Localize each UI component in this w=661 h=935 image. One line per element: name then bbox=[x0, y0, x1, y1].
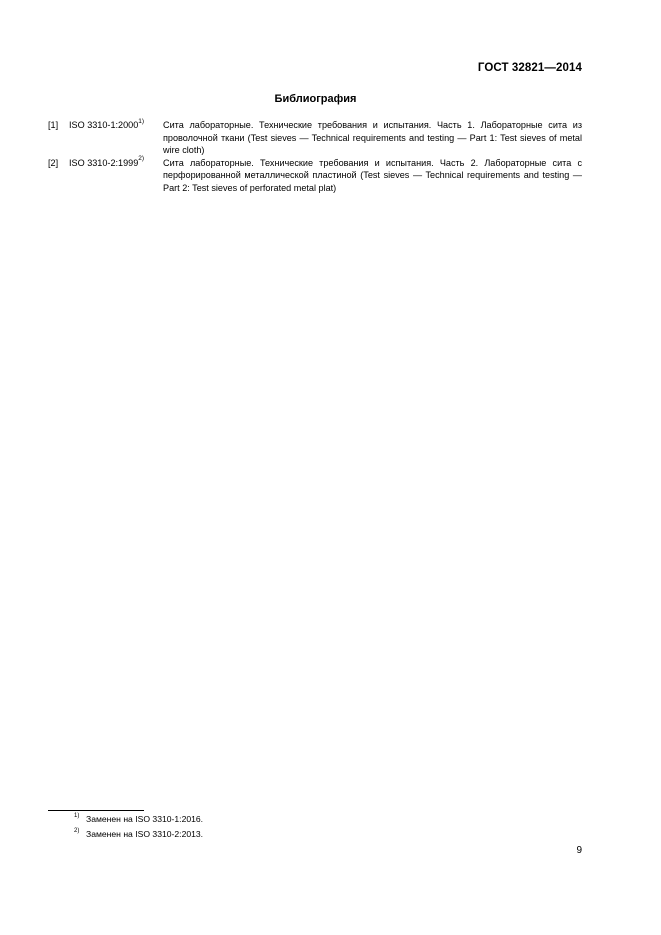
footnote-reference: 2) bbox=[138, 155, 145, 163]
footnote-reference: 1) bbox=[138, 117, 145, 125]
document-code: ГОСТ 32821—2014 bbox=[477, 62, 582, 74]
footnote-mark: 2) bbox=[74, 828, 80, 834]
standard-code: ISO 3310-1:2000 bbox=[69, 120, 139, 130]
bibliography-entry bbox=[48, 119, 582, 157]
entry-standard bbox=[69, 157, 163, 170]
bibliography-list bbox=[48, 119, 582, 194]
footnotes bbox=[74, 812, 203, 842]
section-title: Библиография bbox=[274, 93, 357, 105]
entry-description: Сита лабораторные. Технические требования и испытания. Часть 2. Лабораторные сита с перфорированной металлической пластиной (Test sieves — Technical requirements and testing — Part 2: Test sieves of perforated metal plat) bbox=[163, 157, 582, 193]
footnote-text: Заменен на ISO 3310-1:2016. bbox=[86, 814, 204, 824]
entry-description: Сита лабораторные. Технические требования и испытания. Часть 1. Лабораторные сита из проволочной ткани (Test sieves — Technical requirements and testing — Part 1: Test sieves of metal wire cloth) bbox=[163, 120, 582, 155]
page-number: 9 bbox=[576, 845, 582, 856]
entry-number: [1] bbox=[48, 120, 59, 130]
footnote-divider bbox=[48, 810, 144, 811]
footnote bbox=[74, 812, 203, 827]
entry-standard bbox=[69, 119, 163, 132]
footnote bbox=[74, 827, 203, 842]
standard-code: ISO 3310-2:1999 bbox=[69, 157, 139, 168]
footnote-text: Заменен на ISO 3310-2:2013. bbox=[86, 829, 204, 839]
entry-number: [2] bbox=[48, 157, 59, 168]
bibliography-entry bbox=[48, 157, 582, 195]
footnote-mark: 1) bbox=[74, 813, 80, 819]
